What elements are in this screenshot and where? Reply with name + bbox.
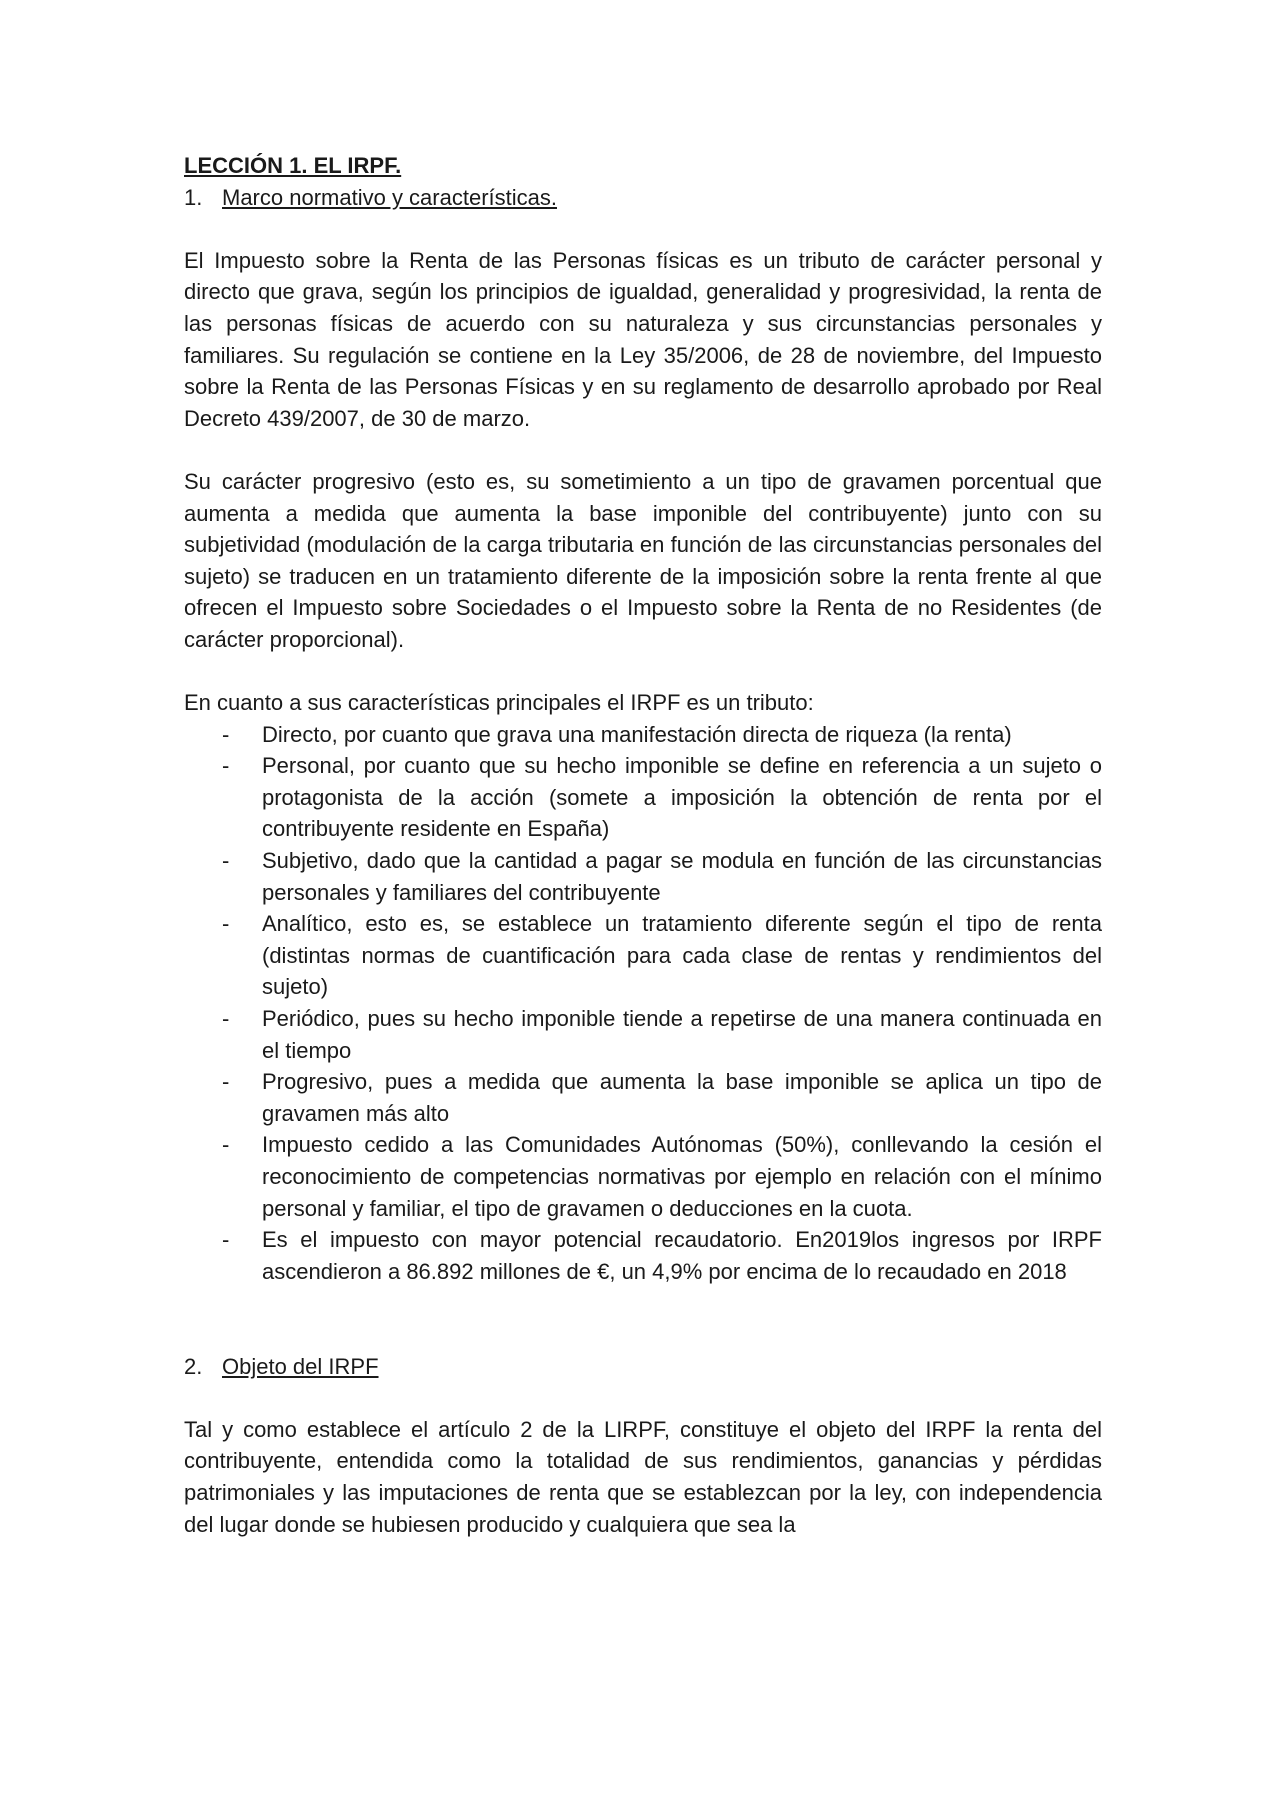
paragraph-progressive: Su carácter progresivo (esto es, su sometimiento a un tipo de gravamen porcentual que aumenta a medida que aumenta la base imponible del contribuyente) junto con su subjetividad (modulación de la carga tributaria en función de las circunstancias personales del sujeto) se traducen en un tratamiento diferente de la imposición sobre la renta frente al que ofrecen el Impuesto sobre Sociedades o el Impuesto sobre la Renta de no Residentes (de carácter proporcional). — [184, 468, 1102, 652]
list-item-text: Subjetivo, dado que la cantidad a pagar se modula en función de las circunstancias personales y familiares del contribuyente — [262, 848, 1102, 905]
characteristics-list — [184, 719, 1102, 1288]
section-1-heading — [184, 182, 1102, 214]
list-item — [184, 750, 1102, 845]
spacer — [184, 1382, 1102, 1414]
spacer — [184, 1287, 1102, 1350]
bullet-dash: - — [222, 911, 230, 937]
spacer — [184, 656, 1102, 688]
bullet-dash: - — [222, 721, 230, 747]
paragraph-object: Tal y como establece el artículo 2 de la LIRPF, constituye el objeto del IRPF la renta del contribuyente, entendida como la totalidad de sus rendimientos, ganancias y pérdidas patrimoniales y las imputaciones de renta que se establezcan por la ley, con independencia del lugar donde se hubiesen producido y cualquiera que sea la — [184, 1416, 1102, 1537]
section-2-heading — [184, 1351, 1102, 1383]
list-item-text: Progresivo, pues a medida que aumenta la base imponible se aplica un tipo de gravamen más alto — [262, 1069, 1102, 1126]
paragraph-characteristics-intro: En cuanto a sus características principales el IRPF es un tributo: — [184, 690, 814, 716]
section-1-number: 1. — [184, 184, 203, 210]
list-item-text: Impuesto cedido a las Comunidades Autónomas (50%), conllevando la cesión el reconocimiento de competencias normativas por ejemplo en relación con el mínimo personal y familiar, el tipo de gravamen o deducciones en la cuota. — [262, 1132, 1102, 1221]
section-2-number: 2. — [184, 1353, 203, 1379]
list-item-text: Periódico, pues su hecho imponible tiende a repetirse de una manera continuada en el tiempo — [262, 1006, 1102, 1063]
list-item — [184, 719, 1102, 751]
list-item — [184, 845, 1102, 908]
section-2-title: Objeto del IRPF — [222, 1353, 379, 1379]
list-item-text: Es el impuesto con mayor potencial recaudatorio. En2019los ingresos por IRPF ascendieron a 86.892 millones de €, un 4,9% por encima de lo recaudado en 2018 — [262, 1227, 1102, 1284]
list-item-text: Personal, por cuanto que su hecho imponible se define en referencia a un sujeto o protagonista de la acción (somete a imposición la obtención de renta por el contribuyente residente en España) — [262, 753, 1102, 842]
list-item — [184, 1066, 1102, 1129]
lesson-title: LECCIÓN 1. EL IRPF. — [184, 153, 402, 178]
list-item — [184, 1224, 1102, 1287]
section-1-title: Marco normativo y características. — [222, 184, 557, 210]
paragraph-intro: El Impuesto sobre la Renta de las Personas físicas es un tributo de carácter personal y directo que grava, según los principios de igualdad, generalidad y progresividad, la renta de las personas físicas de acuerdo con su naturaleza y sus circunstancias personales y familiares. Su regulación se contiene en la Ley 35/2006, de 28 de noviembre, del Impuesto sobre la Renta de las Personas Físicas y en su reglamento de desarrollo aprobado por Real Decreto 439/2007, de 30 de marzo. — [184, 247, 1102, 431]
document-page — [184, 150, 1102, 1540]
bullet-dash: - — [222, 1227, 230, 1253]
list-item — [184, 1003, 1102, 1066]
list-item-text: Analítico, esto es, se establece un tratamiento diferente según el tipo de renta (distintas normas de cuantificación para cada clase de rentas y rendimientos del sujeto) — [262, 911, 1102, 1000]
list-item — [184, 1129, 1102, 1224]
bullet-dash: - — [222, 753, 230, 779]
spacer — [184, 434, 1102, 466]
list-item — [184, 908, 1102, 1003]
spacer — [184, 213, 1102, 245]
bullet-dash: - — [222, 1069, 230, 1095]
bullet-dash: - — [222, 848, 230, 874]
bullet-dash: - — [222, 1006, 230, 1032]
list-item-text: Directo, por cuanto que grava una manifestación directa de riqueza (la renta) — [262, 721, 1012, 747]
bullet-dash: - — [222, 1132, 230, 1158]
